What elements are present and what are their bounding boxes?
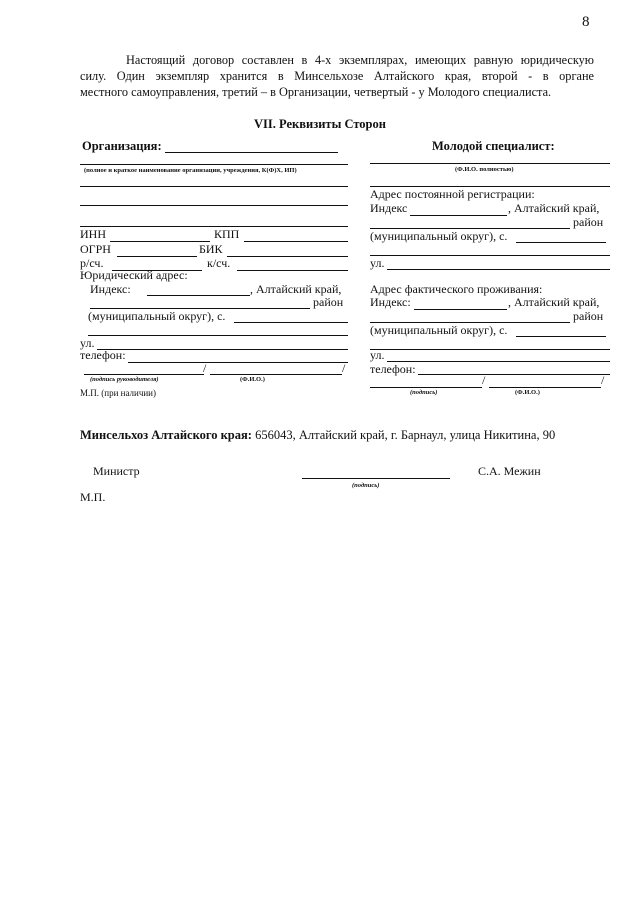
fact-municipal-line-2[interactable]	[370, 349, 610, 350]
org-municipal-field[interactable]	[234, 322, 348, 323]
specialist-fio-caption-2: (Ф.И.О.)	[515, 389, 540, 396]
org-index-label: Индекс:	[90, 282, 131, 296]
reg-region-label: , Алтайский край,	[508, 201, 600, 215]
fact-index-field[interactable]	[414, 309, 507, 310]
legal-address-label: Юридический адрес:	[80, 268, 188, 282]
ks-label: к/сч.	[207, 256, 231, 270]
intro-line-2: силу. Один экземпляр хранится в Минсельхозе Алтайского края, второй - в органе	[80, 69, 594, 83]
org-sign-caption: (подпись руководителя)	[90, 376, 159, 383]
fact-street-field[interactable]	[387, 361, 610, 362]
specialist-heading: Молодой специалист:	[432, 139, 555, 153]
org-region-label: , Алтайский край,	[250, 282, 342, 296]
org-street-field[interactable]	[97, 349, 348, 350]
specialist-sign-caption: (подпись)	[410, 389, 438, 396]
specialist-phone-field[interactable]	[418, 374, 610, 375]
org-phone-field[interactable]	[128, 362, 348, 363]
org-slash-1: /	[203, 361, 207, 375]
reg-municipal-label: (муниципальный округ), с.	[370, 229, 508, 243]
kpp-label: КПП	[214, 227, 240, 241]
minister-name: С.А. Межин	[478, 464, 541, 478]
org-municipal-line-2[interactable]	[88, 335, 348, 336]
fact-district-label: район	[573, 309, 604, 323]
org-municipal-label: (муниципальный округ), с.	[88, 309, 226, 323]
page-number: 8	[582, 14, 590, 30]
rs-label: р/сч.	[80, 256, 104, 270]
specialist-slash-2: /	[601, 373, 605, 387]
minister-sign-caption: (подпись)	[352, 482, 380, 489]
specialist-phone-label: телефон:	[370, 362, 416, 376]
ministry-line	[80, 428, 555, 443]
specialist-name-line[interactable]	[370, 163, 610, 164]
minister-mp: М.П.	[80, 490, 106, 504]
org-district-label: район	[313, 295, 344, 309]
intro-paragraph	[80, 52, 594, 100]
org-index-field[interactable]	[147, 295, 250, 296]
bik-label: БИК	[199, 242, 223, 256]
org-heading: Организация:	[82, 139, 162, 153]
reg-municipal-line-2[interactable]	[370, 255, 610, 256]
minister-position: Министр	[93, 464, 140, 478]
org-phone-label: телефон:	[80, 348, 126, 362]
fact-municipal-field[interactable]	[516, 336, 606, 337]
org-line-3[interactable]	[80, 186, 348, 187]
minister-sign-field[interactable]	[302, 478, 450, 479]
org-fio-caption: (Ф.И.О.)	[240, 376, 265, 383]
bik-field[interactable]	[227, 256, 348, 257]
ministry-address: 656043, Алтайский край, г. Барнаул, улица Никитина, 90	[251, 428, 556, 442]
org-fio-field[interactable]	[210, 374, 342, 375]
specialist-fio-caption: (Ф.И.О. полностью)	[455, 166, 514, 173]
ministry-name: Минсельхоз Алтайского края:	[80, 428, 252, 442]
org-mp-label: М.П. (при наличии)	[80, 388, 156, 398]
ogrn-field[interactable]	[117, 256, 197, 257]
org-slash-2: /	[342, 361, 346, 375]
org-sign-field[interactable]	[84, 374, 204, 375]
specialist-slash-1: /	[482, 373, 486, 387]
org-name-line-2[interactable]	[80, 164, 348, 165]
ogrn-label: ОГРН	[80, 242, 111, 256]
reg-address-label: Адрес постоянной регистрации:	[370, 187, 535, 201]
reg-street-label: ул.	[370, 256, 385, 270]
org-name-line[interactable]	[165, 152, 338, 153]
specialist-sign-field[interactable]	[370, 387, 482, 388]
fact-address-label: Адрес фактического проживания:	[370, 282, 543, 296]
fact-region-label: , Алтайский край,	[508, 295, 600, 309]
specialist-fio-field[interactable]	[489, 387, 601, 388]
reg-district-label: район	[573, 215, 604, 229]
fact-street-label: ул.	[370, 348, 385, 362]
intro-line-1: Настоящий договор составлен в 4-х экземплярах, имеющих равную юридическую	[126, 53, 594, 67]
ks-field[interactable]	[237, 270, 348, 271]
org-line-4[interactable]	[80, 205, 348, 206]
fact-index-label: Индекс:	[370, 295, 411, 309]
section-title: VII. Реквизиты Сторон	[254, 117, 386, 131]
reg-street-field[interactable]	[387, 269, 610, 270]
inn-field[interactable]	[110, 241, 210, 242]
org-name-caption: (полное и краткое наименование организации, учреждения, К(Ф)Х, ИП)	[84, 167, 297, 174]
inn-label: ИНН	[80, 227, 106, 241]
intro-line-3: местного самоуправления, третий – в Организации, четвертый - у Молодого специалиста.	[80, 85, 552, 99]
reg-index-label: Индекс	[370, 201, 408, 215]
reg-municipal-field[interactable]	[516, 242, 606, 243]
kpp-field[interactable]	[244, 241, 348, 242]
fact-municipal-label: (муниципальный округ), с.	[370, 323, 508, 337]
org-street-label: ул.	[80, 336, 95, 350]
reg-index-field[interactable]	[410, 215, 507, 216]
